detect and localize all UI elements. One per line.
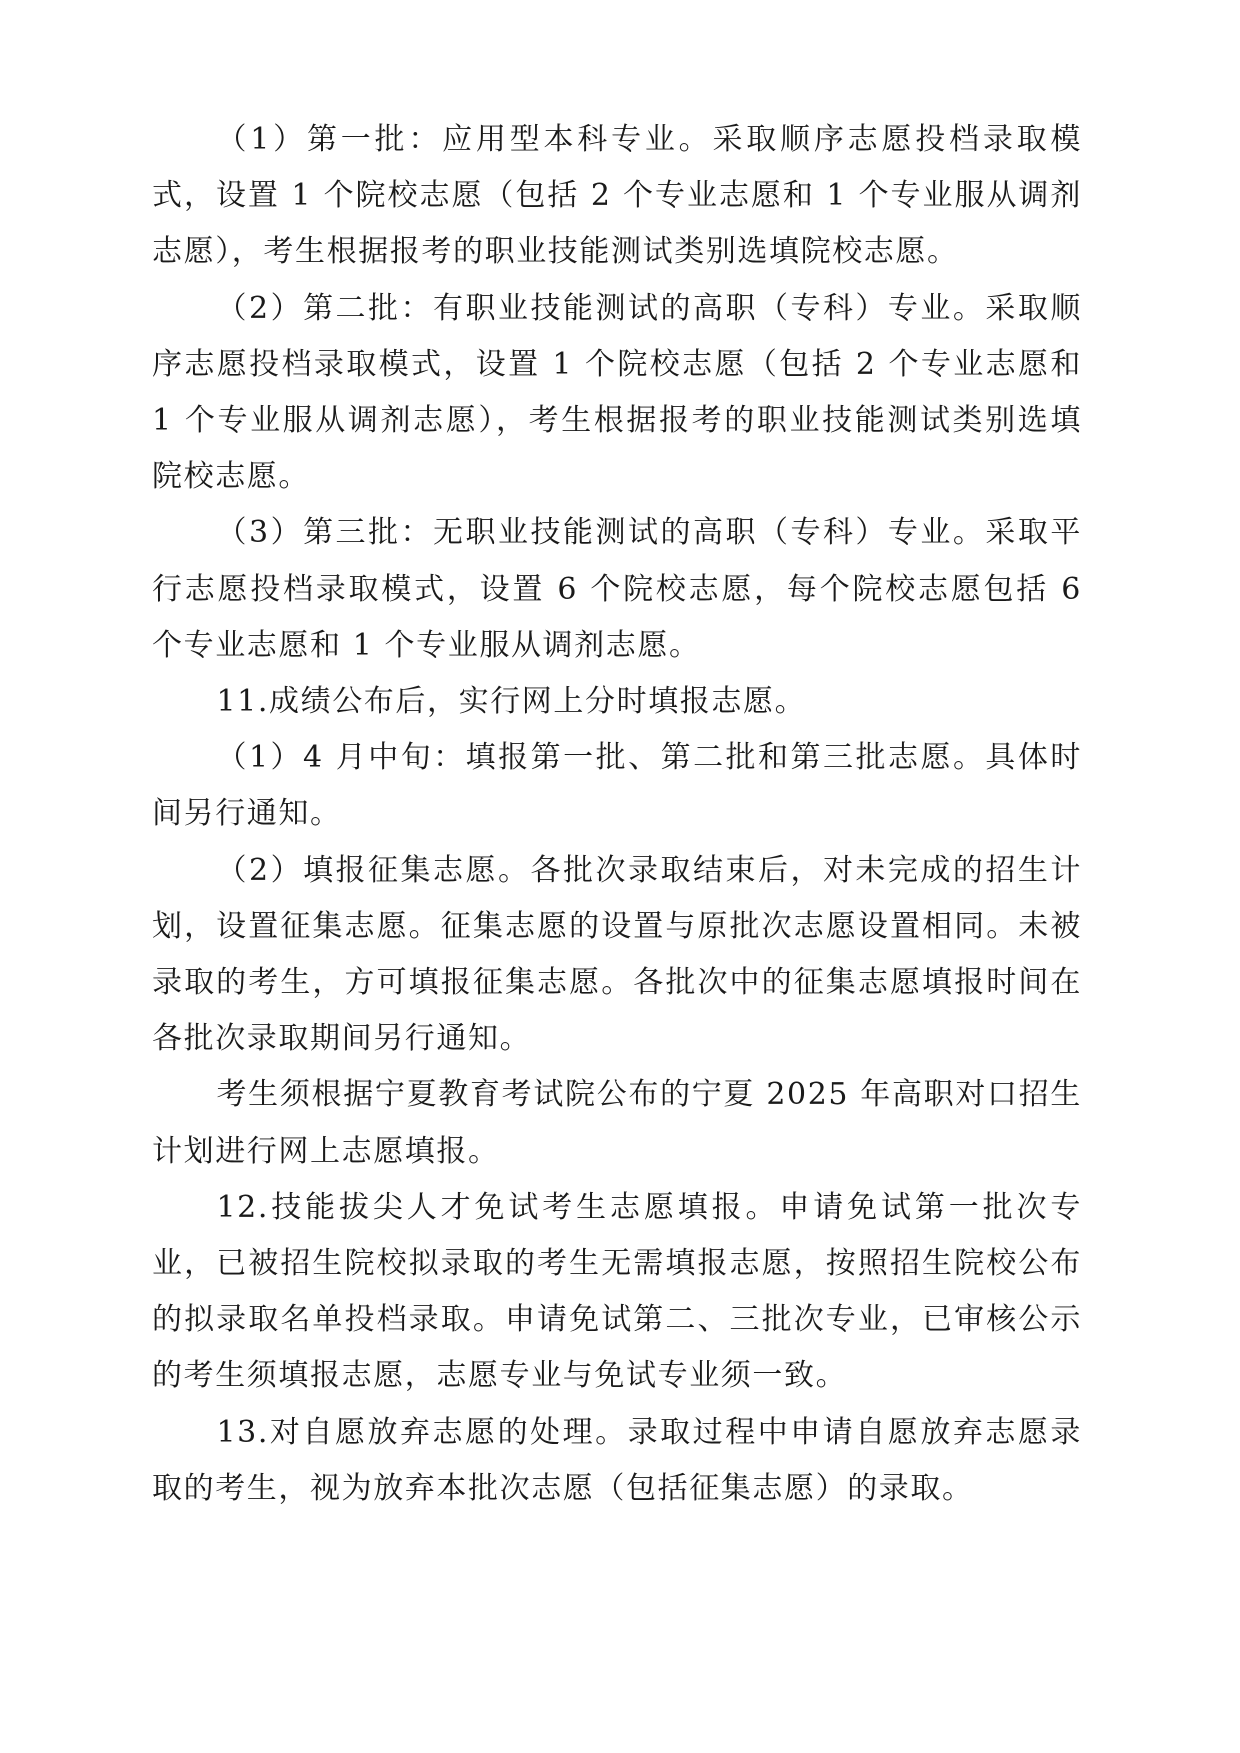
paragraph-item-11-note: 考生须根据宁夏教育考试院公布的宁夏 2025 年高职对口招生计划进行网上志愿填报。 bbox=[152, 1077, 1082, 1169]
paragraph-item-12: 12.技能拔尖人才免试考生志愿填报。申请免试第一批次专业，已被招生院校拟录取的考生无需填报志愿，按照招生院校公布的拟录取名单投档录取。申请免试第二、三批次专业，已审核公示的考生须填报志愿，志愿专业与免试专业须一致。 bbox=[152, 1189, 1082, 1394]
paragraph-batch-3: （3）第三批：无职业技能测试的高职（专科）专业。采取平行志愿投档录取模式，设置 6 个院校志愿，每个院校志愿包括 6 个专业志愿和 1 个专业服从调剂志愿。 bbox=[152, 515, 1082, 663]
document-page bbox=[152, 112, 1082, 1517]
paragraph-item-11-1: （1）4 月中旬：填报第一批、第二批和第三批志愿。具体时间另行通知。 bbox=[152, 740, 1082, 832]
paragraph-item-11: 11.成绩公布后，实行网上分时填报志愿。 bbox=[216, 684, 807, 720]
paragraph-batch-2: （2）第二批：有职业技能测试的高职（专科）专业。采取顺序志愿投档录取模式，设置 1 个院校志愿（包括 2 个专业志愿和 1 个专业服从调剂志愿），考生根据报考的职业技能测试类别选填院校志愿。 bbox=[152, 290, 1082, 495]
paragraph-batch-1: （1）第一批：应用型本科专业。采取顺序志愿投档录取模式，设置 1 个院校志愿（包括 2 个专业志愿和 1 个专业服从调剂志愿），考生根据报考的职业技能测试类别选填院校志愿。 bbox=[152, 122, 1082, 270]
paragraph-item-13: 13.对自愿放弃志愿的处理。录取过程中申请自愿放弃志愿录取的考生，视为放弃本批次志愿（包括征集志愿）的录取。 bbox=[152, 1414, 1082, 1506]
paragraph-item-11-2: （2）填报征集志愿。各批次录取结束后，对未完成的招生计划，设置征集志愿。征集志愿的设置与原批次志愿设置相同。未被录取的考生，方可填报征集志愿。各批次中的征集志愿填报时间在各批次录取期间另行通知。 bbox=[152, 852, 1082, 1057]
